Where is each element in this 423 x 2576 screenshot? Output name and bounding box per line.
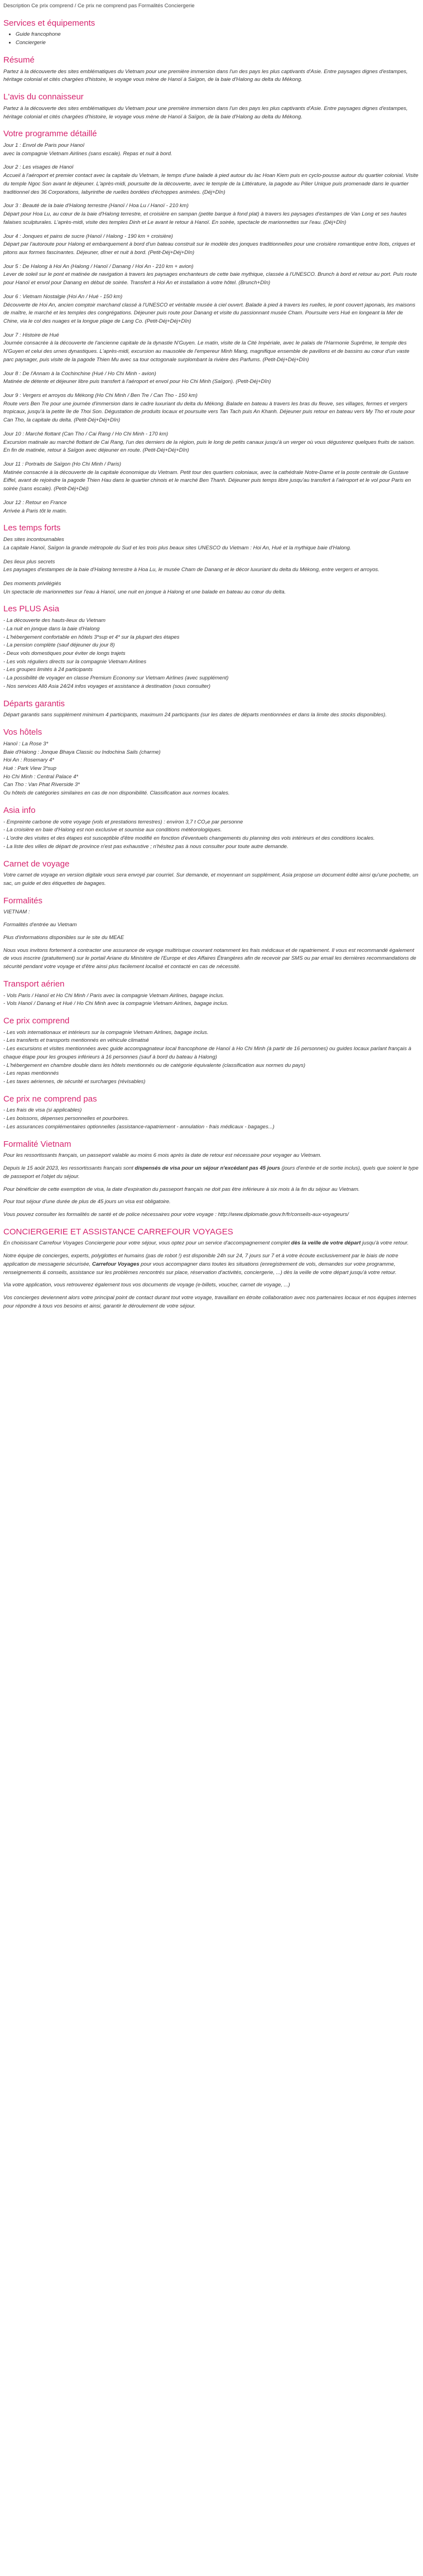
asia-info-title: Asia info (3, 805, 36, 815)
hotel-line: Hoi An : Rosemary 4* (3, 757, 54, 764)
temps-fort-block (3, 536, 420, 552)
plus-asia-item: - Deux vols domestiques pour éviter de longs trajets (3, 650, 126, 657)
day-title: Jour 5 : De Halong à Hoi An (Halong / Hanoï / Danang / Hoi An - 210 km + avion) (3, 263, 194, 270)
spacer (3, 917, 420, 921)
formalites-line: Plus d'informations disponibles sur le site du MEAE (3, 934, 124, 941)
programme-day (3, 142, 420, 158)
plus-asia-section (3, 604, 420, 691)
day-title: Jour 10 : Marché flottant (Can Tho / Cai Rang / Ho Chi Minh - 170 km) (3, 430, 169, 437)
c2-part-b: Carrefour Voyages (92, 1261, 140, 1267)
prix-comprend-line: - Les transferts et transports mentionnés en véhicule climatisé (3, 1037, 149, 1044)
day-body: Excursion matinale au marché flottant de Cai Rang, l'un des derniers de la région, puis le long de petits canaux jusqu'à un verger où vous dégusterez quelques fruits de saison. En fin de matinée, retour à Saïgon avec déjeuner en route. (Petit-Déj+Déj+Dîn) (3, 439, 415, 454)
services-list (3, 31, 420, 47)
hotel-line: Can Tho : Van Phat Riverside 3* (3, 782, 80, 788)
hotels-title: Vos hôtels (3, 727, 42, 738)
carnet-title: Carnet de voyage (3, 859, 70, 869)
p2-part-b: dispensés de visa pour un séjour n'excédant pas 45 jours (134, 1165, 280, 1172)
temps-fort-body: Les paysages d'estampes de la baie d'Halong terrestre à Hoa Lu, le musée Cham de Danang et le décor luxuriant du delta du Mékong, entre vergers et arroyos. (3, 567, 379, 573)
prix-comprend-section (3, 1016, 420, 1086)
temps-fort-block (3, 558, 420, 574)
prix-ne-comprend-title: Ce prix ne comprend pas (3, 1094, 97, 1104)
plus-asia-item: - L'hébergement confortable en hôtels 3*sup et 4* sur la plupart des étapes (3, 634, 180, 640)
c1-part-a: En choisissant Carrefour Voyages Conciergerie pour votre séjour, vous optez pour un service d'accompagnement complet (3, 1240, 291, 1247)
hotels-note: Ou hôtels de catégories similaires en cas de non disponibilité. Classification aux normes locales. (3, 790, 230, 797)
formalites-line: VIETNAM : (3, 909, 30, 916)
temps-fort-body: Un spectacle de marionnettes sur l'eau à Hanoï, une nuit en jonque à Halong et une balade en bateau au cœur du delta. (3, 588, 286, 595)
day-body: Découverte de Hoi An, ancien comptoir marchand classé à l'UNESCO et véritable musée à ciel ouvert. Balade à pied à travers les ruelles, le pont couvert japonais, les maisons de maître, le marché et les temples des congrégations. Déjeuner puis route pour Danang et visite du passionnant musée Cham. Poursuite vers Hué en longeant la Mer de Chine, via le col des nuages et la longue plage de Lang Co. (Petit-Déj+Déj+Dîn) (3, 301, 416, 324)
day-body: avec la compagnie Vietnam Airlines (sans escale). Repas et nuit à bord. (3, 150, 172, 157)
transport-section (3, 979, 420, 1008)
plus-asia-item: - La possibilité de voyager en classe Premium Economy sur Vietnam Airlines (avec supplément) (3, 675, 229, 682)
resume-title: Résumé (3, 55, 35, 65)
p2-part-a: Depuis le 15 août 2023, les ressortissants français sont (3, 1165, 135, 1172)
day-title: Jour 7 : Histoire de Hué (3, 332, 59, 338)
day-title: Jour 1 : Envol de Paris pour Hanoï (3, 142, 85, 149)
prix-comprend-title: Ce prix comprend (3, 1016, 70, 1026)
description-line: Description Ce prix comprend / Ce prix ne comprend pas Formalités Conciergerie (3, 3, 195, 9)
conciergerie-section (3, 1227, 420, 1311)
transport-line: - Vols Hanoï / Danang et Hué / Ho Chi Minh avec la compagnie Vietnam Airlines, bagage inclus. (3, 1000, 229, 1007)
programme-day (3, 202, 420, 227)
programme-days (3, 142, 420, 515)
plus-asia-item: - La nuit en jonque dans la baie d'Halong (3, 625, 100, 632)
programme-day (3, 263, 420, 288)
programme-section (3, 129, 420, 515)
day-body: Matinée de détente et déjeuner libre puis transfert à l'aéroport et envol pour Ho Chi Minh (Saïgon). (Petit-Déj+Dîn) (3, 379, 271, 385)
asia-info-line: - Empreinte carbone de votre voyage (vols et prestations terrestres) : environ 3,7 t CO₂e par personne (3, 818, 243, 825)
prix-comprend-line: - Les excursions et visites mentionnées avec guide accompagnateur local francophone de Hanoï à Ho Chi Minh (à partir de 16 personnes) ou guides locaux parlant français à chaque étape pour les groupes inférieurs à 16 personnes (sauf à bord du bateau à Halong) (3, 1046, 411, 1060)
formalite-vietnam-p5: Vous pouvez consulter les formalités de santé et de police nécessaires pour votre voyage : http://www.diplomatie.gouv.fr/fr/conseils-aux-voyageurs/ (3, 1211, 349, 1218)
day-title: Jour 2 : Les visages de Hanoï (3, 164, 74, 171)
conciergerie-p2 (3, 1252, 420, 1277)
programme-day (3, 461, 420, 494)
formalites-text: Nous vous invitons fortement à contracter une assurance de voyage multirisque couvrant notamment les frais médicaux et de rapatriement. Il vous est recommandé également de vous inscrire (gratuitement) sur le portail Ariane du Ministère de l'Europe et des Affaires Étrangères afin de recevoir par SMS ou par email les dernières recommandations de sécurité pendant votre voyage et d'être ainsi plus facilement localisé et contacté en cas de nécessité. (3, 947, 416, 970)
prix-comprend-line: - Les vols internationaux et intérieurs sur la compagnie Vietnam Airlines, bagage inclus. (3, 1029, 209, 1036)
formalites-lines (3, 908, 420, 946)
temps-fort-heading: Des moments privilégiés (3, 580, 61, 587)
c1-part-c: jusqu'à votre retour. (360, 1240, 409, 1247)
avis-section (3, 92, 420, 121)
prix-comprend-line: - Les taxes aériennes, de sécurité et surcharges (révisables) (3, 1079, 146, 1085)
conciergerie-p4: Vos concierges deviennent alors votre principal point de contact durant tout votre voyage, travaillant en étroite collaboration avec nos partenaires locaux et nos équipes internes pour répondre à tous vos besoins et ainsi, garantir le déroulement de votre séjour. (3, 1295, 417, 1309)
day-body: Départ par l'autoroute pour Halong et embarquement à bord d'un bateau construit sur le modèle des jonques traditionnelles pour une croisière romantique entre îlots, criques et pitons aux formes fascinantes. Déjeuner, dîner et nuit à bord. (Petit-Déj+Déj+Dîn) (3, 241, 415, 256)
programme-day (3, 430, 420, 455)
hotel-line: Ho Chi Minh : Central Palace 4* (3, 773, 79, 780)
transport-line: - Vols Paris / Hanoï et Ho Chi Minh / Paris avec la compagnie Vietnam Airlines, bagage inclus. (3, 992, 224, 999)
formalite-vietnam-p2 (3, 1165, 420, 1181)
programme-day (3, 164, 420, 197)
day-title: Jour 4 : Jonques et pains de sucre (Hanoï / Halong - 190 km + croisière) (3, 233, 173, 240)
prix-comprend-list (3, 1029, 420, 1086)
prix-ne-comprend-line: - Les assurances complémentaires optionnelles (assistance-rapatriement - annulation - frais médicaux - bagages...) (3, 1123, 275, 1130)
spacer (3, 930, 420, 934)
formalite-vietnam-title: Formalité Vietnam (3, 1139, 71, 1149)
spacer (3, 942, 420, 947)
transport-list (3, 992, 420, 1008)
hotel-line: Hanoï : La Rose 3* (3, 740, 49, 747)
departs-title: Départs garantis (3, 698, 65, 708)
prix-ne-comprend-list (3, 1107, 420, 1131)
c2-part-a: Notre équipe de concierges, experts, polyglottes et humains (pas de robot !) est disponible 24h sur 24, 7 jours sur 7 et à votre écoute exclusivement par le biais de notre application de messagerie sécurisée, (3, 1253, 398, 1267)
carnet-section (3, 859, 420, 888)
conciergerie-p1 (3, 1239, 420, 1248)
day-title: Jour 12 : Retour en France (3, 499, 67, 506)
programme-day (3, 392, 420, 425)
programme-day (3, 332, 420, 365)
day-body: Accueil à l'aéroport et premier contact avec la capitale du Vietnam, le temps d'une balade à pied autour du lac Hoan Kiem puis en cyclo-pousse autour du quartier colonial. Visite du temple Ngoc Son avant le déjeuner. L'après-midi, poursuite de la découverte, avec le temple de la Littérature, la pagode au Pilier Unique puis promenade dans le quartier traditionnel des 36 Corporations, labyrinthe de ruelles bordées d'échoppes animées. (Déj+Dîn) (3, 173, 419, 195)
plus-asia-item: - Nos services Allô Asia 24/24 infos voyages et assistance à destination (sous consulter) (3, 683, 211, 690)
hotels-section (3, 727, 420, 798)
day-body: Route vers Ben Tre pour une journée d'immersion dans le cadre luxuriant du delta du Mékong. Balade en bateau à travers les bras du fleuve, ses villages, fermes et vergers tropicaux, jusqu'à la petite île de Thoi Son. Dégustation de produits locaux et poursuite vers Tan Tach puis An Khanh. Déjeuner puis retour en bateau vers My Tho et route pour Can Tho, la capitale du delta. (Petit-Déj+Déj+Dîn) (3, 400, 415, 424)
temps-fort-heading: Des lieux plus secrets (3, 558, 55, 565)
prix-ne-comprend-section (3, 1094, 420, 1132)
services-item: • Guide francophone (16, 31, 420, 39)
day-body: Journée consacrée à la découverte de l'ancienne capitale de la dynastie N'Guyen. Le matin, visite de la Cité Impériale, avec le palais de l'Harmonie Suprême, le temple des N'Guyen et celui des urnes dynastiques. L'après-midi, excursion au mausolée de l'empereur Minh Mang, magnifique ensemble de pavillons et de bassins au cœur d'un vaste parc paysager, puis visite de la pagode Thien Mu avec sa tour octogonale surplombant la rivière des Parfums. (Petit-Déj+Déj+Dîn) (3, 340, 410, 363)
temps-forts-section (3, 523, 420, 596)
asia-info-line: - La liste des villes de départ de province n'est pas exhaustive ; n'hésitez pas à nous consulter pour toute autre demande. (3, 843, 289, 850)
day-body: Départ pour Hoa Lu, au cœur de la baie d'Halong terrestre, et croisière en sampan (petite barque à fond plat) à travers les paysages d'estampes de Van Long et ses hautes falaises sculpturales. L'après-midi, visite des temples Dinh et Le avant le retour à Hanoï. En soirée, spectacle de marionnettes sur l'eau. (Déj+Dîn) (3, 211, 407, 226)
day-title: Jour 9 : Vergers et arroyos du Mékong (Ho Chi Minh / Ben Tre / Can Tho - 150 km) (3, 392, 198, 399)
hotel-line: Hué : Park View 3*sup (3, 765, 56, 772)
temps-fort-block (3, 580, 420, 596)
programme-day (3, 499, 420, 515)
programme-day (3, 370, 420, 386)
conciergerie-title: CONCIERGERIE ET ASSISTANCE CARREFOUR VOYAGES (3, 1227, 233, 1237)
departs-text: Départ garantis sans supplément minimum 4 participants, maximum 24 participants (sur les dates de départs mentionnées et dans la limite des stocks disponibles). (3, 712, 387, 719)
carnet-text: Votre carnet de voyage en version digitale vous sera envoyé par courriel. Sur demande, et moyennant un supplément, Asia propose un document édité ainsi qu'une pochette, un sac, un guide et des étiquettes de bagages. (3, 872, 419, 887)
programme-day (3, 293, 420, 326)
day-body: Matinée consacrée à la découverte de la capitale économique du Vietnam. Petit tour des quartiers coloniaux, avec la cathédrale Notre-Dame et la poste centrale de Gustave Eiffel, avant de rejoindre la pagode Thien Hau dans le quartier chinois et le marché Ben Thanh. Déjeuner puis temps libre jusqu'au transfert à l'aéroport et le vol pour Paris en soirée (sans escale). (Petit-Déj+Déj) (3, 469, 411, 492)
c2-part-c: pour vous accompagner dans toutes les situations (enregistrement de vols, demandes sur votre programme, renseignements & conseils, assistance sur les problèmes rencontrés sur place, réservation d'activités, conciergerie, ...) dès la veille de votre départ jusqu'à votre retour. (3, 1261, 397, 1276)
avis-title: L'avis du connaisseur (3, 92, 84, 102)
plus-asia-title: Les PLUS Asia (3, 604, 60, 614)
day-title: Jour 6 : Vietnam Nostalgie (Hoi An / Hué - 150 km) (3, 293, 123, 300)
services-section (3, 18, 420, 47)
formalites-line: Formalités d'entrée au Vietnam (3, 922, 77, 928)
day-body: Arrivée à Paris tôt le matin. (3, 507, 68, 514)
p2-part-c: (jours d'entrée et de sortie inclus), quels que soient le type de passeport et l'objet du séjour. (3, 1165, 419, 1180)
c1-part-b: dès la veille de votre départ (291, 1240, 361, 1247)
asia-info-line: - La croisière en baie d'Halong est non exclusive et soumise aux conditions météorologiques. (3, 827, 222, 834)
hotel-lines (3, 740, 420, 789)
temps-forts-title: Les temps forts (3, 523, 61, 533)
prix-ne-comprend-line: - Les frais de visa (si applicables) (3, 1107, 82, 1114)
formalite-vietnam-p1: Pour les ressortissants français, un passeport valable au moins 6 mois après la date de retour est nécessaire pour voyager au Vietnam. (3, 1152, 322, 1159)
resume-text: Partez à la découverte des sites emblématiques du Vietnam pour une première immersion dans l'un des pays les plus captivants d'Asie. Entre paysages dignes d'estampes, héritage colonial et cités chargées d'histoire, le voyage vous mène de Hanoï à Saïgon, de la baie d'Halong au delta du Mékong. (3, 68, 408, 83)
formalite-vietnam-p4: Pour tout séjour d'une durée de plus de 45 jours un visa est obligatoire. (3, 1199, 171, 1205)
prix-comprend-line: - Les repas mentionnés (3, 1070, 59, 1077)
temps-fort-body: La capitale Hanoï, Saïgon la grande métropole du Sud et les trois plus beaux sites UNESCO du Vietnam : Hoi An, Hué et la mythique baie d'Halong. (3, 544, 352, 551)
programme-title: Votre programme détaillé (3, 129, 97, 139)
temps-fort-heading: Des sites incontournables (3, 537, 64, 543)
prix-comprend-line: - L'hébergement en chambre double dans les hôtels mentionnés ou de catégorie équivalente (classification aux normes du pays) (3, 1062, 305, 1069)
services-item: • Conciergerie (16, 39, 420, 47)
services-title: Services et équipements (3, 18, 95, 28)
plus-asia-item: - La pension complète (sauf déjeuner du jour 8) (3, 642, 115, 649)
programme-day (3, 233, 420, 257)
avis-text: Partez à la découverte des sites emblématiques du Vietnam pour une première immersion dans l'un des pays les plus captivants d'Asie. Entre paysages dignes d'estampes, héritage colonial et cités chargées d'histoire, le voyage vous mène de Hanoï à Saïgon, de la baie d'Halong au delta du Mékong. (3, 105, 408, 120)
plus-asia-list (3, 617, 420, 691)
day-title: Jour 11 : Portraits de Saïgon (Ho Chi Minh / Paris) (3, 461, 122, 468)
asia-info-list (3, 818, 420, 851)
hotel-line: Baie d'Halong : Jonque Bhaya Classic ou Indochina Sails (charme) (3, 749, 161, 755)
asia-info-line: - L'ordre des visites et des étapes est susceptible d'être modifié en fonction d'éventuels changements du planning des vols intérieurs et des conditions locales. (3, 835, 375, 842)
departs-section (3, 699, 420, 720)
day-title: Jour 8 : De l'Annam à la Cochinchine (Hué / Ho Chi Minh - avion) (3, 370, 156, 377)
day-title: Jour 3 : Beauté de la baie d'Halong terrestre (Hanoï / Hoa Lu / Hanoï - 210 km) (3, 203, 189, 209)
transport-title: Transport aérien (3, 979, 65, 989)
prix-ne-comprend-line: - Les boissons, dépenses personnelles et pourboires. (3, 1115, 129, 1122)
formalites-section (3, 896, 420, 971)
hotels-list (3, 740, 420, 798)
formalite-vietnam-section (3, 1139, 420, 1219)
day-body: Lever de soleil sur le pont et matinée de navigation à travers les paysages enchanteurs de cette baie mythique, classée à l'UNESCO. Brunch à bord et retour au port. Puis route pour Hanoï et envol pour Danang en début de soirée. Transfert à Hoi An et installation à votre hôtel. (Brunch+Dîn) (3, 271, 417, 286)
plus-asia-item: - La découverte des hauts-lieux du Vietnam (3, 617, 106, 624)
plus-asia-item: - Les groupes limités à 24 participants (3, 667, 93, 673)
asia-info-section (3, 806, 420, 851)
resume-section (3, 55, 420, 84)
conciergerie-p3: Via votre application, vous retrouverez également tous vos documents de voyage (e-billets, voucher, carnet de voyage, ...) (3, 1282, 290, 1289)
plus-asia-item: - Les vols réguliers directs sur la compagnie Vietnam Airlines (3, 658, 147, 665)
formalites-title: Formalités (3, 896, 43, 906)
formalite-vietnam-p3: Pour bénéficier de cette exemption de visa, la date d'expiration du passeport français ne doit pas être inférieure à six mois à la fin du séjour au Vietnam. (3, 1186, 360, 1193)
